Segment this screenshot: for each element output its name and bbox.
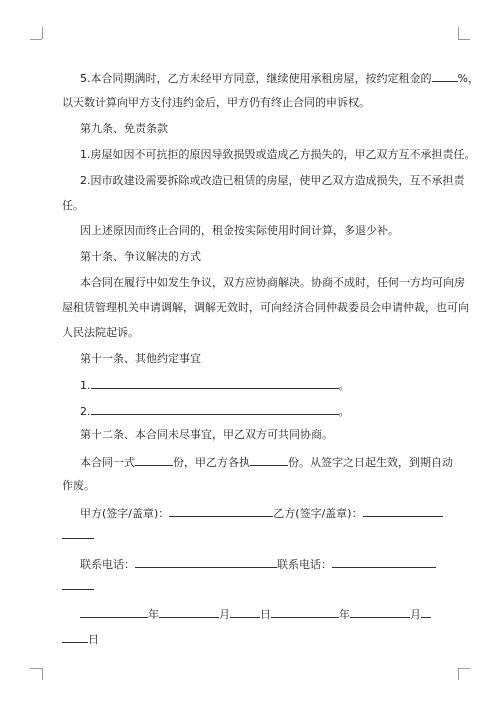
party-a-day-label: 日 [260, 608, 271, 621]
party-a-phone-label: 联系电话： [80, 558, 135, 571]
crop-mark-top-left-horizontal [30, 39, 42, 40]
article-10-line-3: 人民法院起诉。 [62, 326, 139, 339]
party-b-sign-label: 乙方(签字/盖章)： [273, 507, 363, 520]
clause-5-line-1 [80, 70, 479, 86]
party-b-phone-label: 联系电话： [277, 558, 332, 571]
article-11-item-1-period: 。 [338, 379, 350, 392]
party-a-year-label: 年 [148, 608, 159, 621]
each-party-copies-blank[interactable] [250, 454, 288, 466]
article-10-title: 第十条、争议解决的方式 [80, 250, 201, 263]
article-9-item-2-line-2: 任。 [62, 199, 84, 212]
date-continuation-line [62, 631, 99, 647]
party-b-phone-blank[interactable] [332, 556, 436, 568]
party-a-day-blank[interactable] [230, 606, 260, 618]
party-b-day-label: 日 [88, 633, 99, 646]
clause-5-percent: %， [457, 72, 479, 85]
article-9-item-1: 1.房屋如因不可抗拒的原因导致损毁或造成乙方损失的，甲乙双方互不承担责任。 [80, 148, 476, 161]
article-11-title: 第十一条、其他约定事宜 [80, 352, 201, 365]
crop-mark-bottom-left-vertical [42, 668, 43, 680]
article-11-item-2-period: 。 [338, 405, 350, 418]
party-a-month-label: 月 [219, 608, 230, 621]
article-11-item-1-number: 1. [80, 379, 91, 392]
party-a-phone-blank[interactable] [135, 556, 277, 568]
article-11-item-2-number: 2. [80, 405, 91, 418]
signature-line [80, 505, 443, 521]
crop-mark-bottom-left-horizontal [30, 668, 42, 669]
party-b-sign-blank[interactable] [363, 505, 443, 517]
other-matter-1-blank[interactable] [91, 377, 339, 389]
party-b-month-blank[interactable] [350, 606, 410, 618]
party-b-year-label: 年 [339, 608, 350, 621]
clause-5-line-2: 以天数计算向甲方支付违约金后，甲方仍有终止合同的申诉权。 [62, 96, 370, 109]
article-11-item-1 [80, 377, 350, 393]
article-9-item-3: 因上述原因而终止合同的，租金按实际使用时间计算，多退少补。 [80, 224, 399, 237]
party-a-sign-label: 甲方(签字/盖章)： [80, 507, 170, 520]
phone-continuation-blank[interactable] [62, 578, 94, 590]
clause-5-text: 5.本合同期满时，乙方未经甲方同意，继续使用承租房屋，按约定租金的 [80, 72, 432, 85]
copies-text-c: 份。从签字之日起生效，到期自动 [288, 456, 453, 469]
crop-mark-top-right-vertical [458, 27, 459, 39]
article-10-line-1: 本合同在履行中如发生争议，双方应协商解决。协商不成时，任何一方均可向房 [80, 276, 465, 289]
phone-line [80, 556, 436, 572]
signature-continuation-blank[interactable] [62, 527, 94, 539]
copies-text-b: 份，甲乙方各执 [173, 456, 250, 469]
crop-mark-top-left-vertical [42, 27, 43, 39]
copies-line-2: 作废。 [62, 479, 95, 492]
copies-text-a: 本合同一式 [80, 456, 135, 469]
article-9-title: 第九条、免责条款 [80, 122, 168, 135]
party-b-month-trailing-blank[interactable] [421, 606, 431, 618]
crop-mark-bottom-right-horizontal [458, 668, 470, 669]
party-b-day-blank[interactable] [62, 631, 88, 643]
party-a-year-blank[interactable] [80, 606, 148, 618]
date-line [80, 606, 431, 622]
total-copies-blank[interactable] [135, 454, 173, 466]
penalty-rate-blank[interactable] [432, 70, 458, 82]
article-10-line-2: 屋租赁管理机关申请调解，调解无效时，可向经济合同仲裁委员会申请仲裁，也可向 [62, 301, 469, 314]
article-11-item-2 [80, 403, 350, 419]
party-b-month-label: 月 [410, 608, 421, 621]
other-matter-2-blank[interactable] [91, 403, 339, 415]
article-9-item-2-line-1: 2.因市政建设需要拆除或改造已租赁的房屋，使甲乙双方造成损失，互不承担责 [80, 174, 465, 187]
crop-mark-top-right-horizontal [458, 39, 470, 40]
copies-line-1 [80, 454, 453, 470]
party-a-month-blank[interactable] [159, 606, 219, 618]
party-b-year-blank[interactable] [271, 606, 339, 618]
party-a-sign-blank[interactable] [169, 505, 273, 517]
article-12-title: 第十二条、本合同未尽事宜，甲乙双方可共同协商。 [80, 428, 333, 441]
crop-mark-bottom-right-vertical [458, 668, 459, 680]
